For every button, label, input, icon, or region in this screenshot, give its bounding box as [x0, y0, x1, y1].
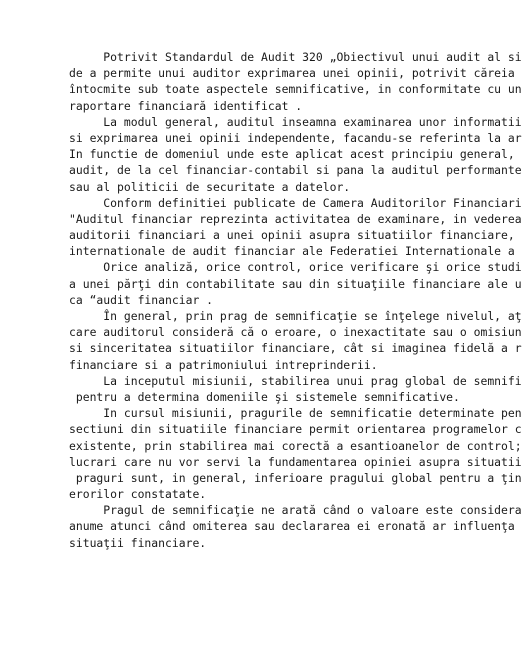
text-line: întocmite sub toate aspectele semnificative, in conformitate cu un: [69, 82, 522, 97]
text-line: si exprimarea unei opinii independente, facandu-se referinta la ar: [69, 130, 522, 145]
text-line: de a permite unui auditor exprimarea unei opinii, potrivit căreia: [69, 66, 515, 81]
text-line: In cursul misiunii, pragurile de semnificatie determinate pen: [69, 406, 522, 421]
text-line: situaţii financiare.: [69, 535, 207, 550]
text-line: care auditorul consideră că o eroare, o inexactitate sau o omisiun: [69, 325, 522, 340]
text-line: internationale de audit financiar ale Federatiei Internationale a: [69, 244, 515, 259]
text-line: ca “audit financiar .: [69, 292, 214, 307]
text-line: Potrivit Standardul de Audit 320 „Obiectivul unui audit al si: [69, 50, 522, 64]
text-line: La inceputul misiunii, stabilirea unui prag global de semnifi: [69, 373, 522, 388]
text-line: "Auditul financiar reprezinta activitatea de examinare, in vederea: [69, 211, 522, 226]
text-line: sau al politicii de securitate a datelor.: [69, 179, 351, 194]
text-line: existente, prin stabilirea mai corectă a esantioanelor de control;: [69, 438, 522, 453]
text-line: audit, de la cel financiar-contabil si pana la auditul performante: [69, 163, 522, 178]
text-line: si sinceritatea situatiilor financiare, cât si imaginea fidelă a r: [69, 341, 522, 356]
text-line: financiare si a patrimoniului intreprinderii.: [69, 357, 378, 372]
text-line: lucrari care nu vor servi la fundamentarea opiniei asupra situatii: [69, 454, 522, 469]
text-line: raportare financiară identificat .: [69, 98, 303, 113]
text-line: praguri sunt, in general, inferioare pragului global pentru a ţin: [69, 470, 522, 485]
text-line: auditorii financiari a unei opinii asupra situatiilor financiare,: [69, 228, 515, 243]
text-line: a unei părţi din contabilitate sau din situaţiile financiare ale u: [69, 276, 522, 291]
text-line: Orice analiză, orice control, orice verificare şi orice studi: [69, 260, 522, 275]
text-line: Pragul de semnificaţie ne arată când o valoare este considera: [69, 503, 522, 518]
text-line: pentru a determina domeniile şi sistemele semnificative.: [69, 389, 460, 404]
text-line: În general, prin prag de semnificaţie se înţelege nivelul, aţ: [69, 309, 522, 323]
text-line: sectiuni din situatiile financiare permit orientarea programelor c: [69, 422, 522, 437]
text-line: anume atunci când omiterea sau declararea ei eronată ar influenţa: [69, 519, 515, 534]
document-body: [69, 49, 522, 551]
text-line: Conform definitiei publicate de Camera Auditorilor Financiari: [69, 195, 522, 210]
text-line: In functie de domeniul unde este aplicat acest principiu general,: [69, 147, 515, 162]
text-line: erorilor constatate.: [69, 487, 207, 502]
text-line: La modul general, auditul inseamna examinarea unor informatii: [69, 114, 522, 129]
